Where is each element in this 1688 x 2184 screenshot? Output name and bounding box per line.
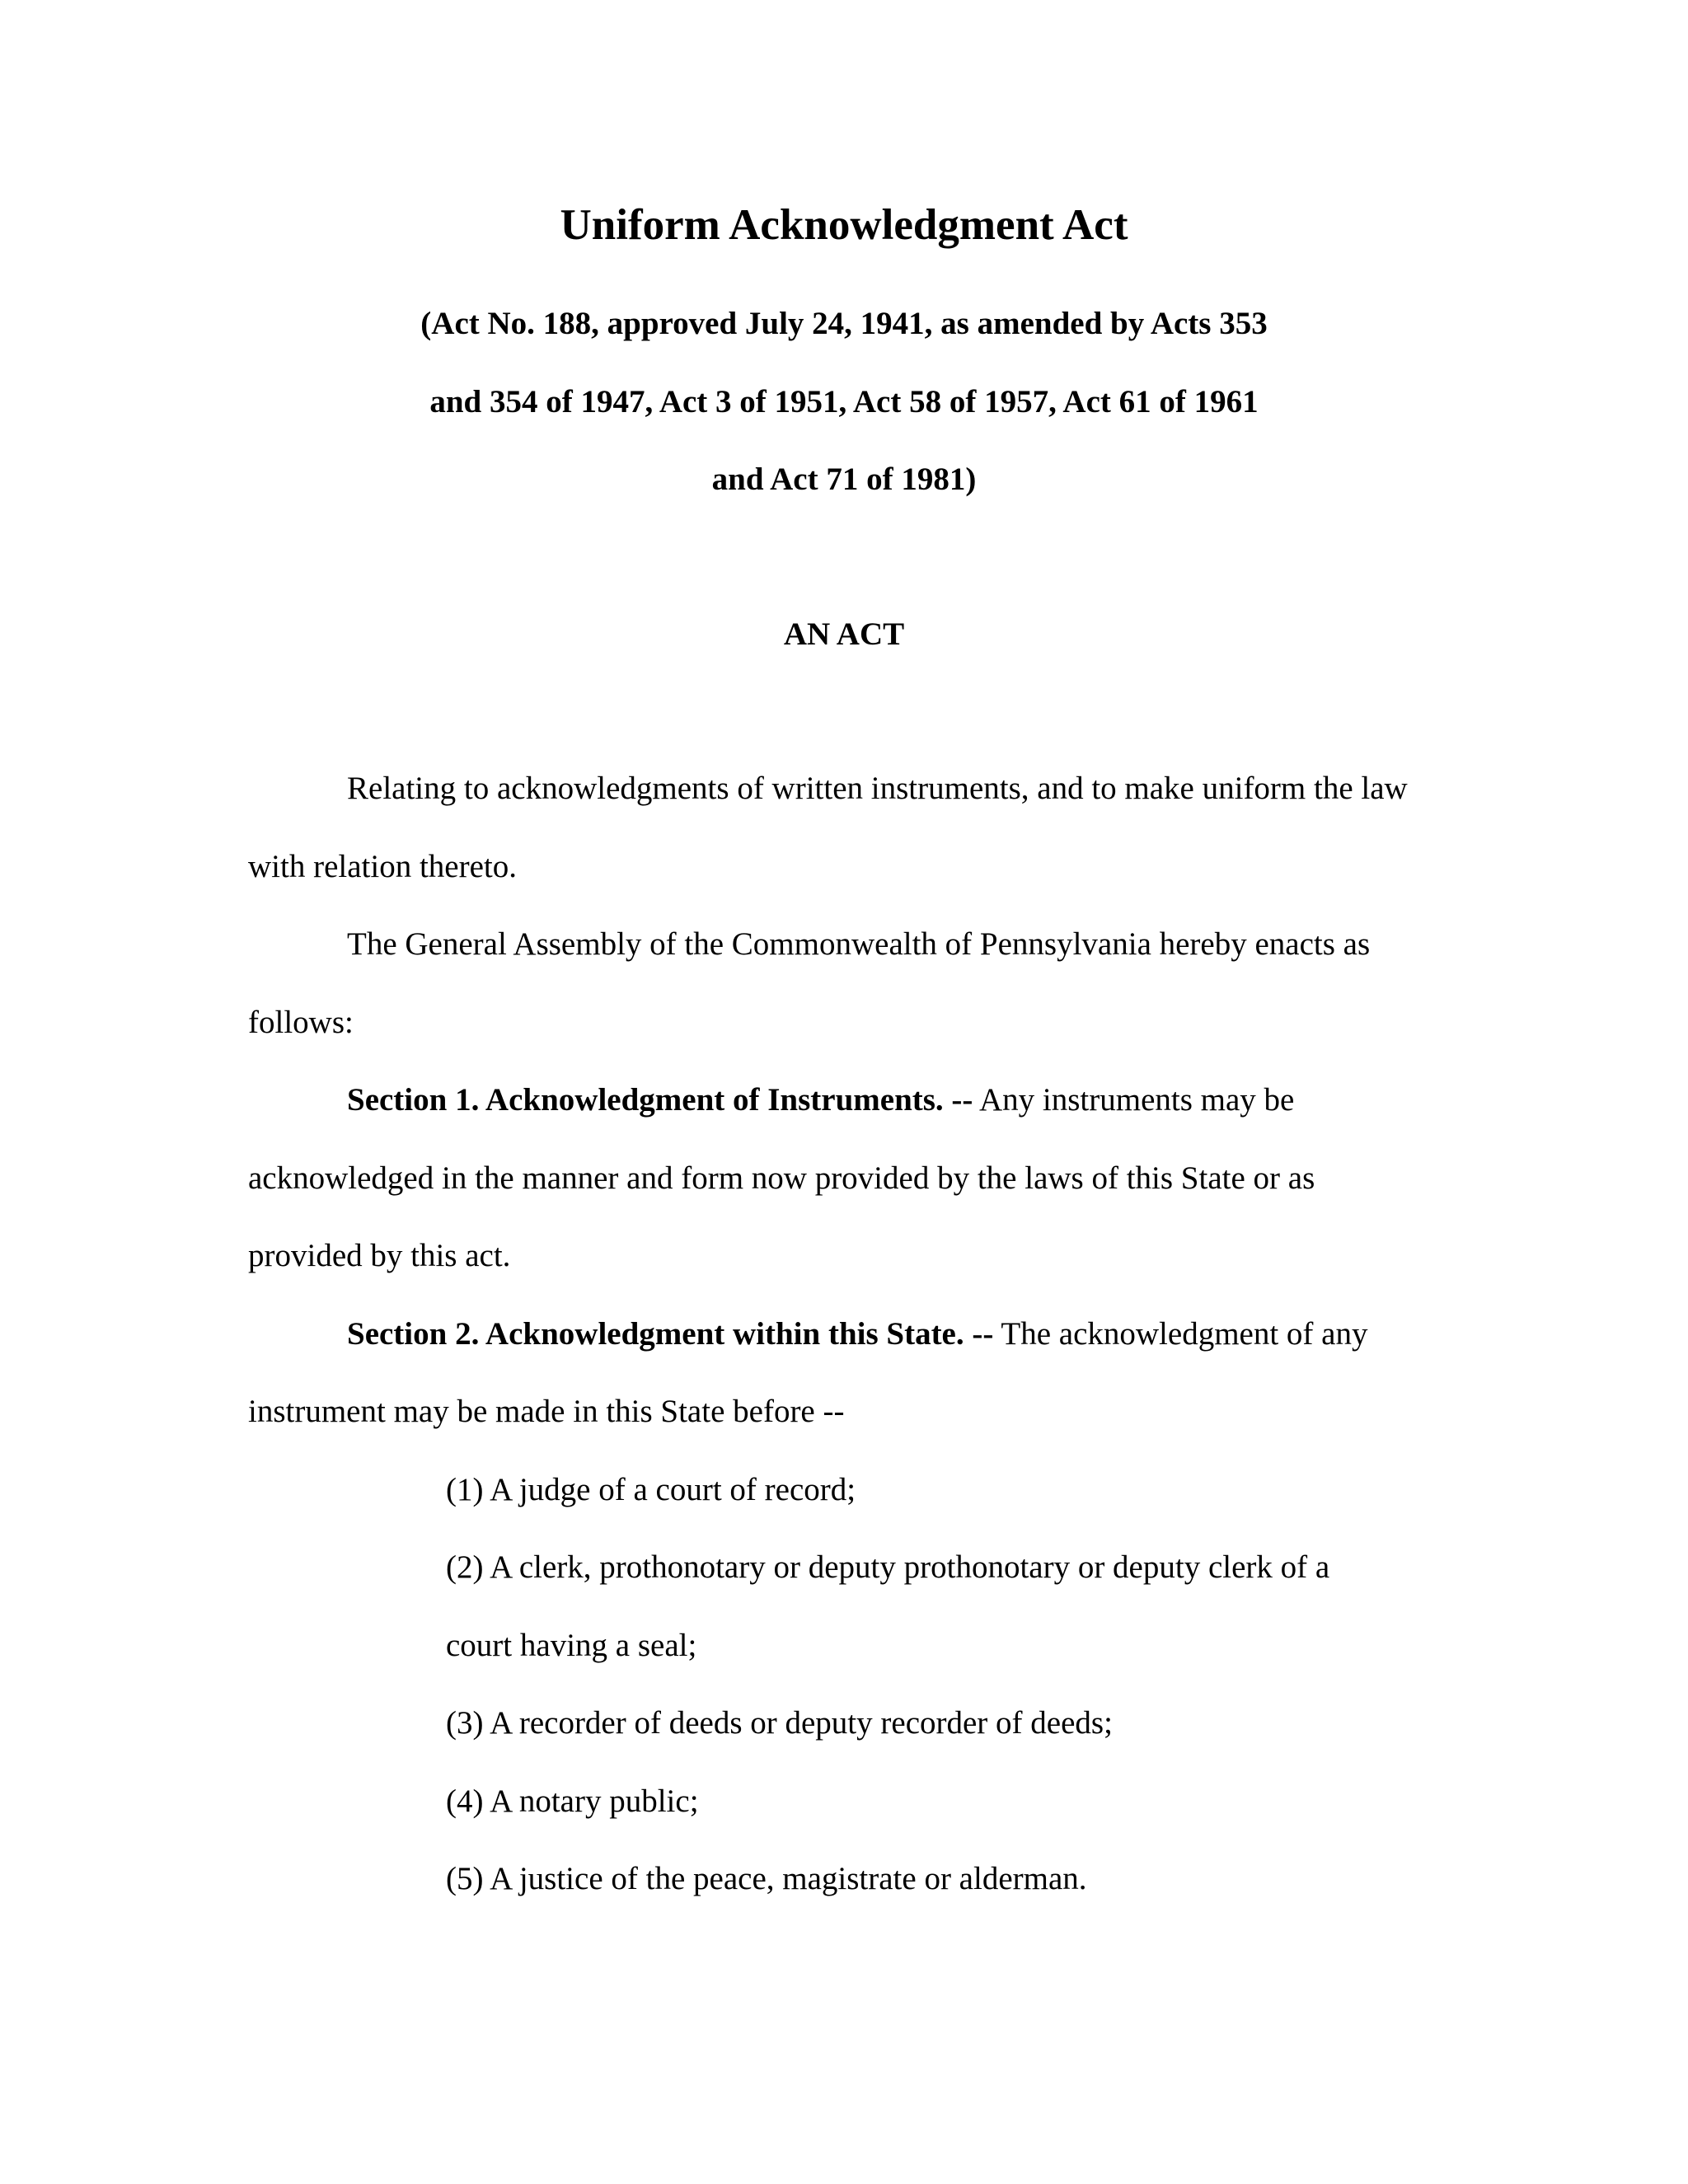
section-1-line-3: provided by this act. (248, 1238, 511, 1273)
section-2-text: The acknowledgment of any (993, 1316, 1368, 1352)
subtitle-line-2: and 354 of 1947, Act 3 of 1951, Act 58 of 1957, Act 61 of 1961 (429, 384, 1259, 419)
list-item: court having a seal; (446, 1628, 697, 1663)
section-1-line-2: acknowledged in the manner and form now provided by the laws of this State or as (248, 1160, 1315, 1196)
section-2-heading: Section 2. Acknowledgment within this State. -- (347, 1316, 994, 1352)
section-1-text: Any instruments may be (973, 1082, 1295, 1118)
section-2-first-line (347, 1314, 1367, 1355)
subtitle-line-1: (Act No. 188, approved July 24, 1941, as amended by Acts 353 (420, 306, 1268, 341)
list-item: (2) A clerk, prothonotary or deputy prothonotary or deputy clerk of a (446, 1549, 1330, 1585)
list-item: (3) A recorder of deeds or deputy recorder of deeds; (446, 1705, 1113, 1741)
section-1-heading: Section 1. Acknowledgment of Instruments. -- (347, 1082, 973, 1118)
list-item: (4) A notary public; (446, 1783, 699, 1819)
section-1-first-line (347, 1080, 1294, 1121)
document-title: Uniform Acknowledgment Act (560, 201, 1128, 249)
section-2-line-2: instrument may be made in this State before -- (248, 1394, 845, 1429)
intro-line-1: Relating to acknowledgments of written instruments, and to make uniform the law (347, 771, 1408, 806)
list-item: (1) A judge of a court of record; (446, 1472, 856, 1507)
list-item: (5) A justice of the peace, magistrate or alderman. (446, 1861, 1087, 1896)
act-heading: AN ACT (783, 616, 905, 652)
subtitle-line-3: and Act 71 of 1981) (711, 462, 977, 497)
enacting-line-2: follows: (248, 1005, 354, 1040)
intro-line-2: with relation thereto. (248, 849, 517, 884)
enacting-line-1: The General Assembly of the Commonwealth of Pennsylvania hereby enacts as (347, 926, 1371, 962)
